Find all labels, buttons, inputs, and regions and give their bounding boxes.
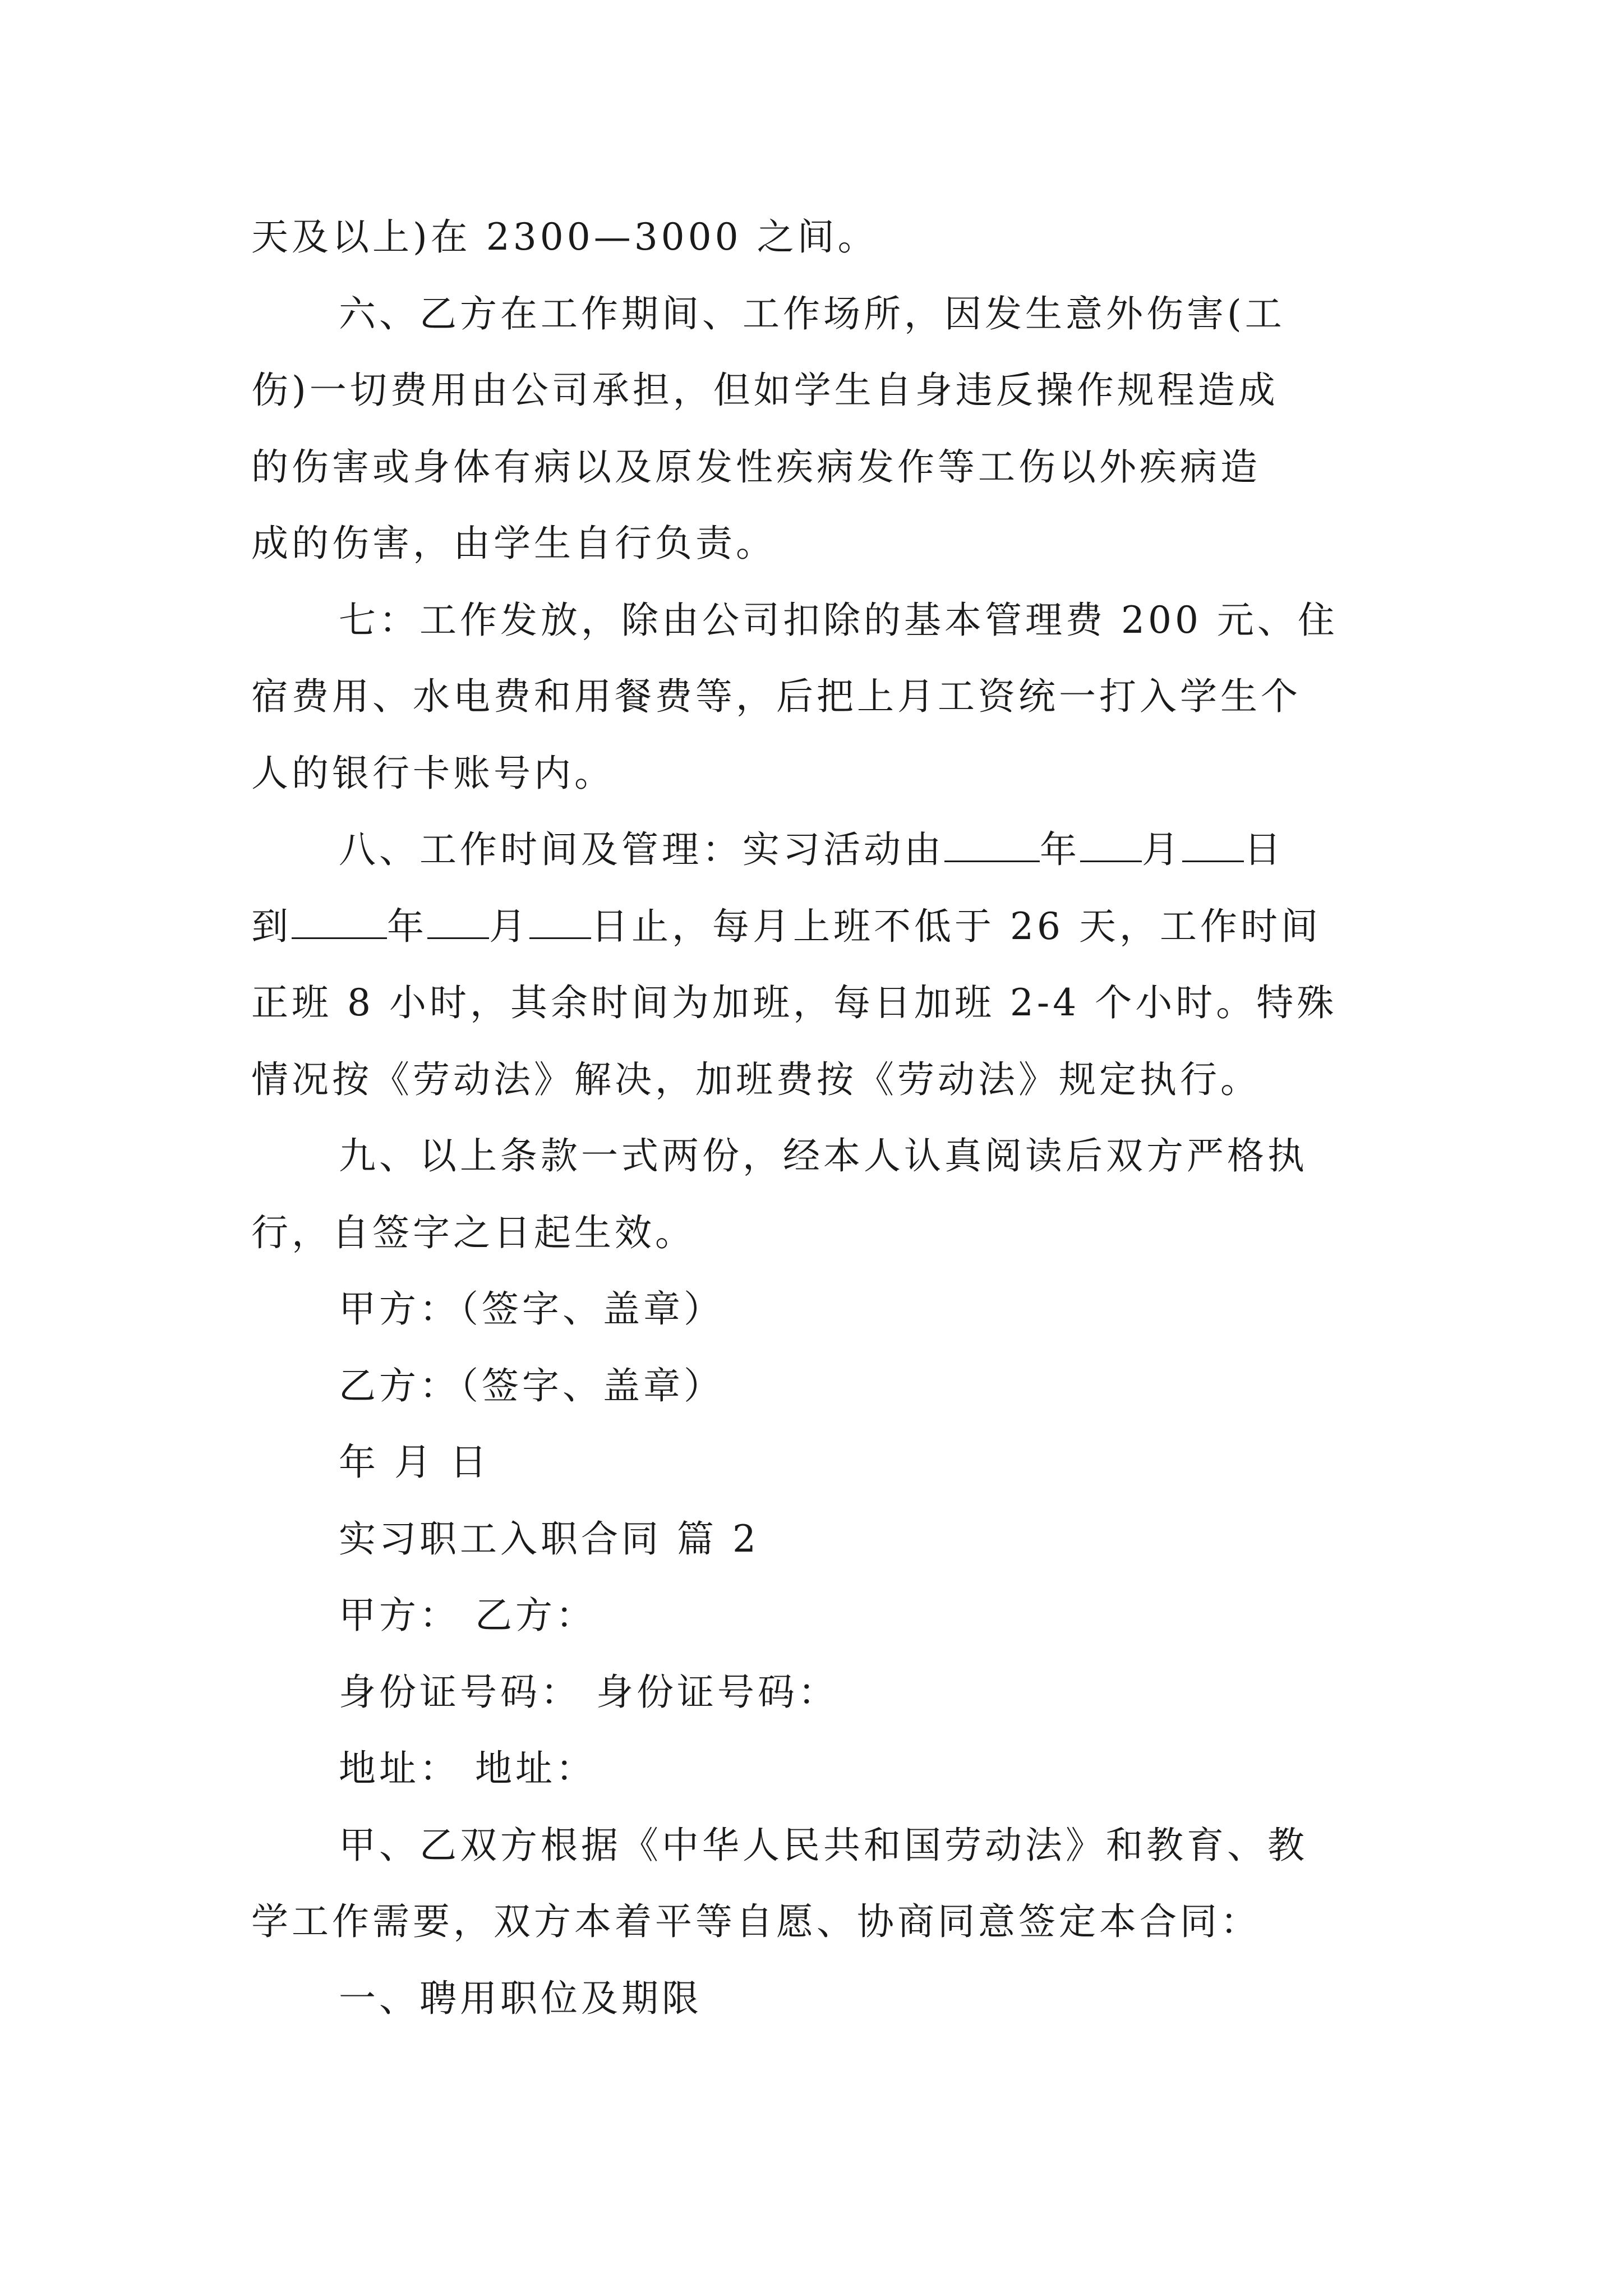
line-text: 到: [251, 905, 292, 948]
blank-month: [1080, 828, 1142, 862]
section-title: 实习职工入职合同 篇 2: [339, 1517, 759, 1561]
party-b-signature-line: 乙方：（签字、盖章）: [339, 1364, 724, 1407]
line-text: 日: [1244, 828, 1284, 871]
paragraph-line: 正班 8 小时，其余时间为加班，每日加班 2-4 个小时。特殊: [251, 981, 1338, 1024]
party-a-signature-line: 甲方：（签字、盖章）: [339, 1287, 724, 1331]
clause-seven-line: 七：工作发放，除由公司扣除的基本管理费 200 元、住: [339, 599, 1338, 642]
line-text: 年: [387, 905, 427, 948]
paragraph-line: [251, 901, 1378, 952]
blank-day: [1182, 828, 1244, 862]
address-line: 地址： 地址：: [339, 1747, 596, 1790]
paragraph-line: 学工作需要，双方本着平等自愿、协商同意签定本合同：: [251, 1900, 1261, 1943]
blank-month: [427, 905, 489, 939]
line-text: 月: [1142, 828, 1182, 871]
blank-year: [944, 828, 1040, 862]
date-line: 年 月 日: [339, 1441, 490, 1484]
paragraph-line: 成的伤害，由学生自行负责。: [251, 522, 776, 565]
parties-line: 甲方： 乙方：: [339, 1594, 596, 1637]
paragraph-line: 情况按《劳动法》解决，加班费按《劳动法》规定执行。: [251, 1058, 1261, 1101]
line-text: 日止，每月上班不低于 26 天，工作时间: [591, 905, 1321, 948]
paragraph-line: 伤)一切费用由公司承担，但如学生自身违反操作规程造成: [251, 369, 1279, 412]
blank-year: [292, 905, 387, 939]
paragraph-line: 人的银行卡账号内。: [251, 752, 615, 795]
clause-six-line: 六、乙方在工作期间、工作场所，因发生意外伤害(工: [339, 292, 1285, 335]
id-number-line: 身份证号码： 身份证号码：: [339, 1671, 838, 1714]
clause-eight-line: [339, 825, 1378, 875]
line-text: 月: [489, 905, 529, 948]
preamble-line: 甲、乙双方根据《中华人民共和国劳动法》和教育、教: [339, 1824, 1308, 1867]
paragraph-line: 天及以上)在 2300—3000 之间。: [251, 215, 878, 259]
clause-nine-line: 九、以上条款一式两份，经本人认真阅读后双方严格执: [339, 1134, 1308, 1177]
blank-day: [529, 905, 591, 939]
paragraph-line: 宿费用、水电费和用餐费等，后把上月工资统一打入学生个: [251, 675, 1301, 718]
paragraph-line: 行，自签字之日起生效。: [251, 1211, 695, 1254]
section-heading: 一、聘用职位及期限: [339, 1977, 702, 2020]
paragraph-line: 的伤害或身体有病以及原发性疾病发作等工伤以外疾病造: [251, 445, 1261, 489]
line-text: 年: [1040, 828, 1080, 871]
line-text: 八、工作时间及管理：实习活动由: [339, 828, 944, 871]
